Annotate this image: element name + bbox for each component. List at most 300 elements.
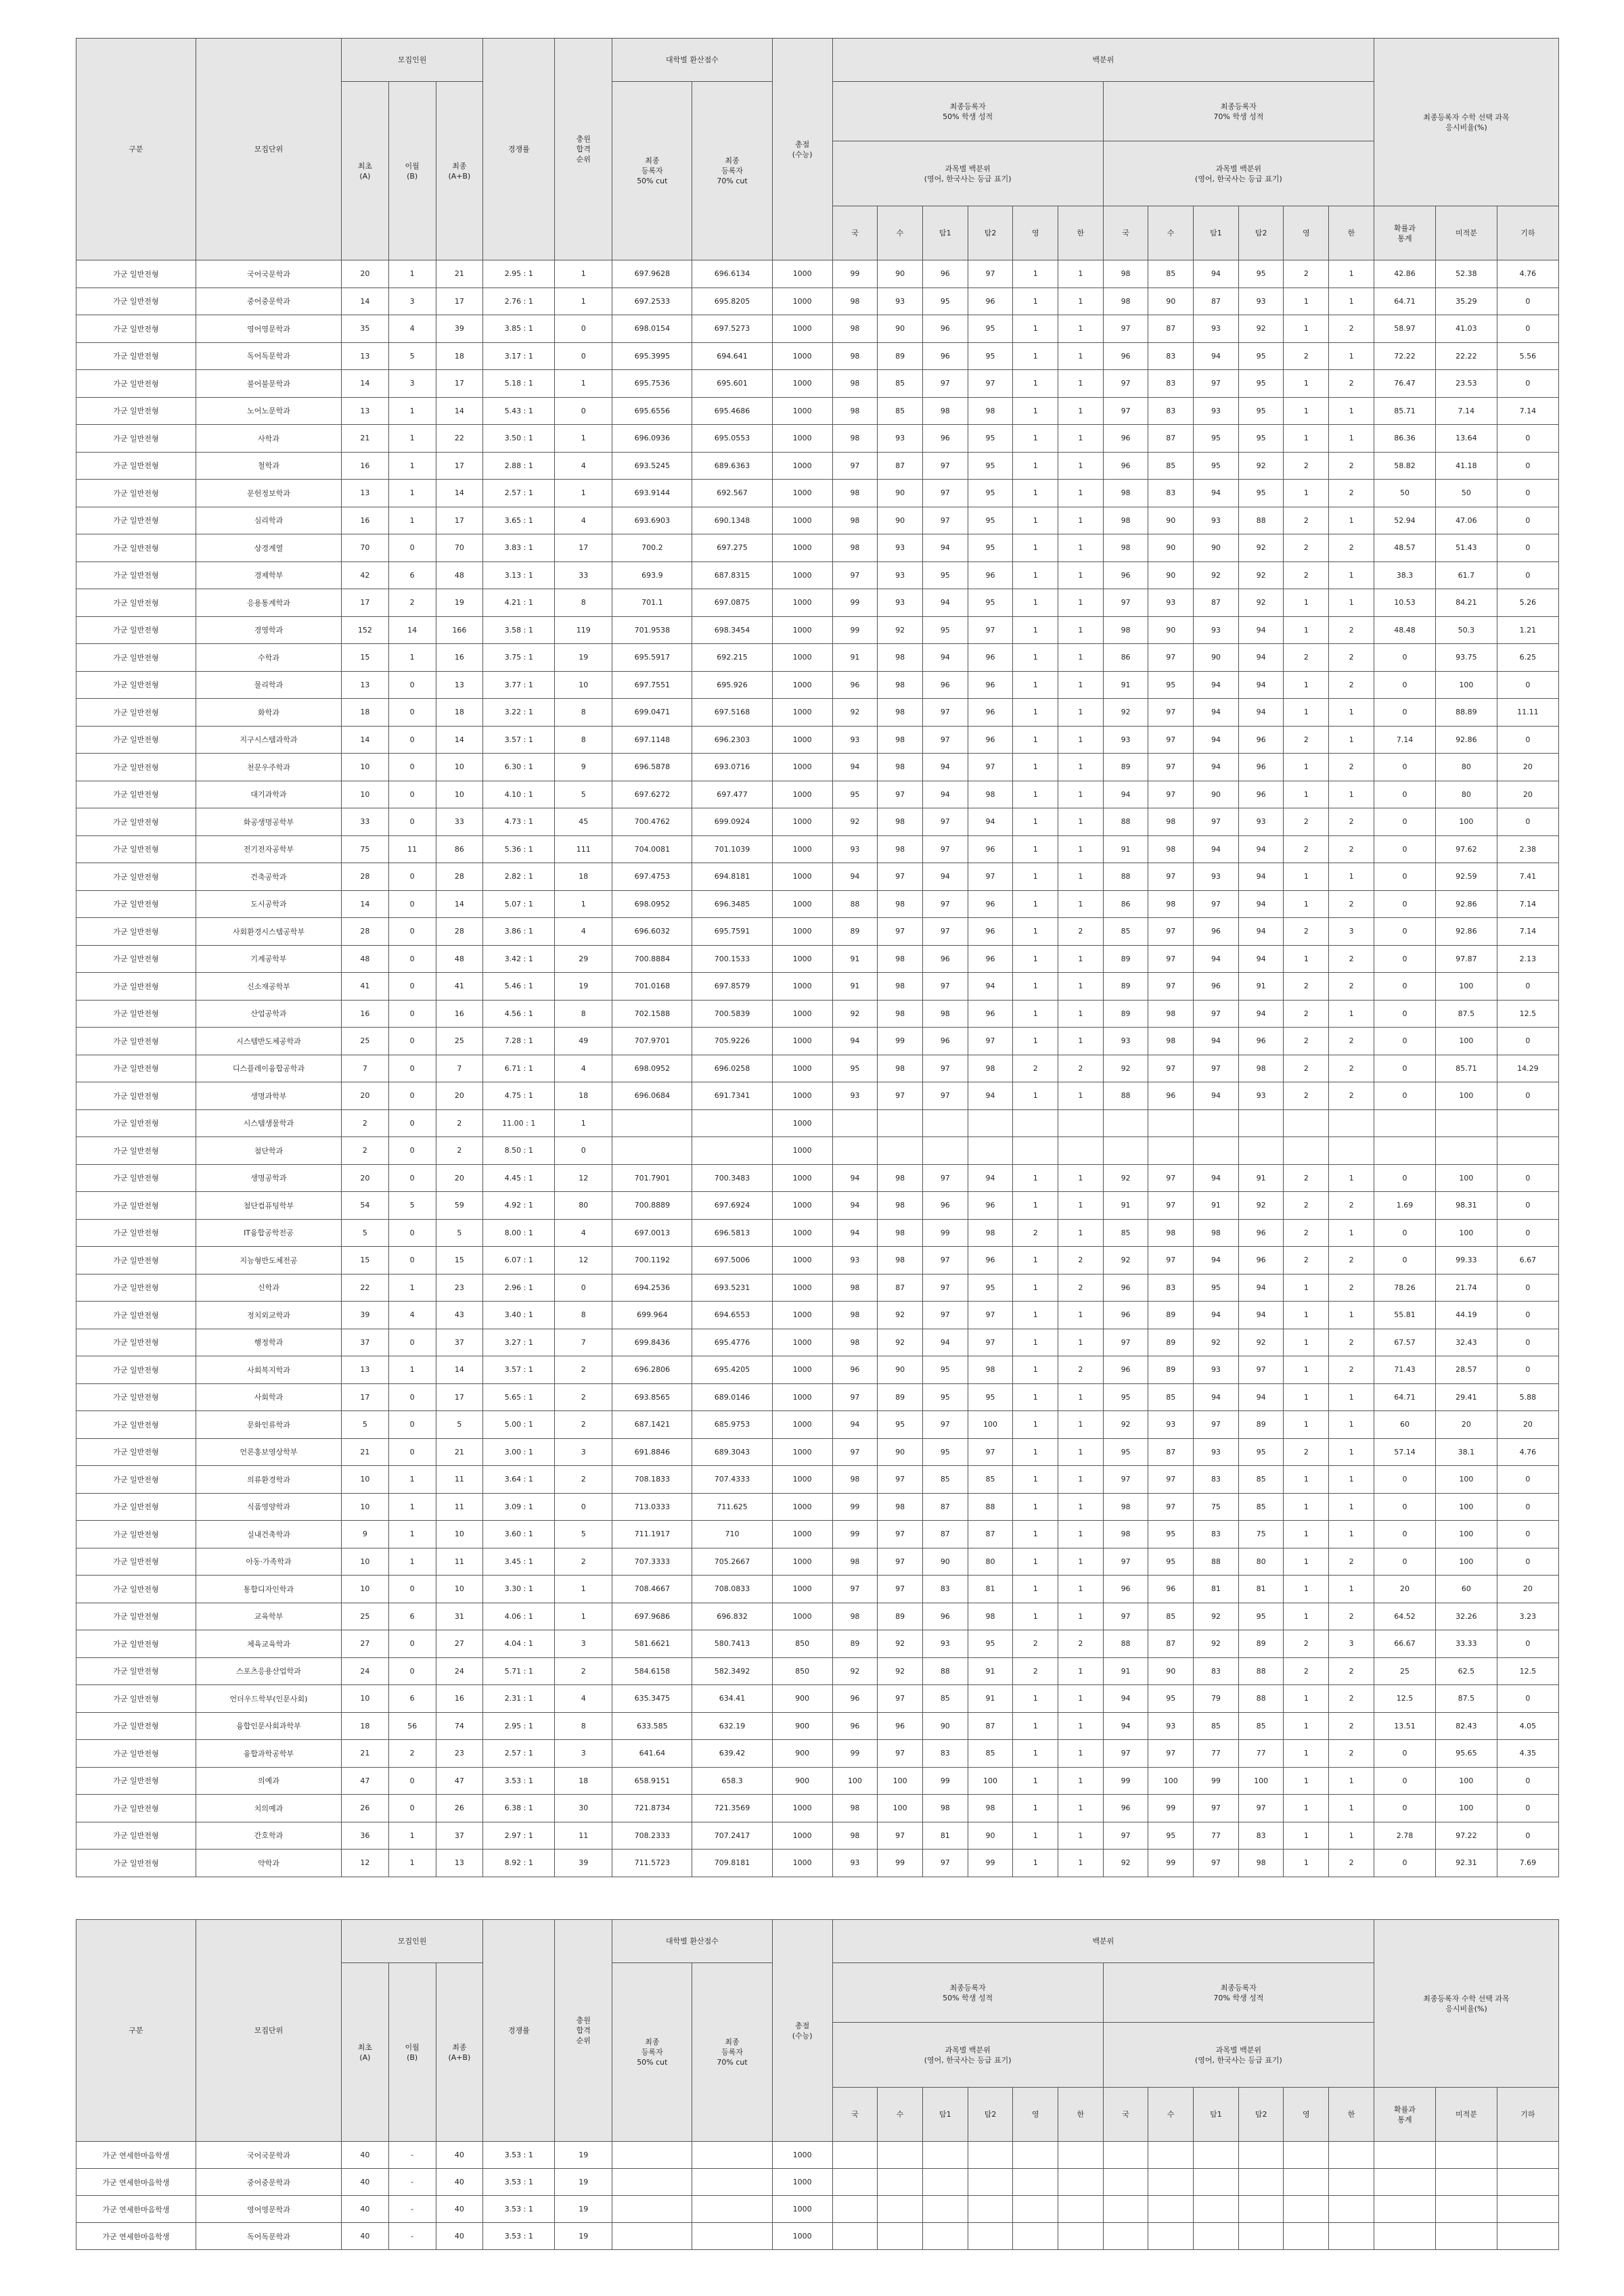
table-cell: 97 (1148, 918, 1194, 946)
table-cell: 1 (1284, 1603, 1329, 1630)
header-waitlist: 충원 합격 순위 (555, 1920, 612, 2142)
table-cell: 13.64 (1435, 425, 1497, 453)
table-cell: 96 (968, 726, 1013, 754)
table-cell: 98 (1103, 260, 1148, 288)
table-row (76, 2196, 1559, 2223)
table-cell: 1 (1284, 781, 1329, 808)
table-cell: 695.0553 (692, 425, 772, 453)
table-row (76, 863, 1559, 891)
table-cell: 25 (342, 1028, 389, 1055)
table-cell: 0 (1374, 863, 1435, 891)
table-cell: 98 (832, 370, 878, 398)
table-cell: 33.33 (1435, 1630, 1497, 1658)
table-cell: 2 (1013, 1630, 1058, 1658)
table-cell: 1 (1329, 507, 1374, 534)
header-group70: 최종등록자 70% 학생 성적 (1103, 82, 1374, 141)
header-math-prob: 확률과 통계 (1374, 2088, 1435, 2142)
header-sub-eng: 영 (1284, 2088, 1329, 2142)
header-sub-hist: 한 (1329, 206, 1374, 260)
table-cell: 1000 (772, 1850, 832, 1877)
table-cell: 6 (388, 561, 436, 589)
table-cell: 94 (1194, 726, 1239, 754)
table-cell: 89 (832, 1630, 878, 1658)
table-cell: 81 (922, 1822, 968, 1850)
header-math-prob: 확률과 통계 (1374, 206, 1435, 260)
table-cell: 가군 일반전형 (76, 288, 196, 315)
table-cell: 695.7591 (692, 918, 772, 946)
table-cell: 695.4686 (692, 397, 772, 425)
table-cell: 0 (1497, 1164, 1558, 1192)
table-cell: 20 (342, 1164, 389, 1192)
table-cell (612, 2142, 692, 2169)
table-cell: 92 (1103, 1164, 1148, 1192)
table-cell: 700.5839 (692, 1000, 772, 1028)
table-cell: 639.42 (692, 1740, 772, 1768)
table-cell: 2 (1284, 1082, 1329, 1110)
table-cell: 14 (342, 890, 389, 918)
header-recruit: 모집인원 (342, 39, 483, 82)
table-cell: 97 (968, 370, 1013, 398)
table-cell: 8 (555, 1000, 612, 1028)
table-row (76, 2142, 1559, 2169)
table-cell: 1 (388, 507, 436, 534)
table-cell: 632.19 (692, 1712, 772, 1740)
table-cell: 0 (1374, 918, 1435, 946)
table-cell: 7.28 : 1 (483, 1028, 555, 1055)
table-cell: 2 (1329, 1657, 1374, 1685)
table-cell: 95 (922, 1438, 968, 1466)
table-cell: 697.5273 (692, 315, 772, 343)
table-cell: 2 (1329, 1356, 1374, 1384)
table-cell: 1 (1284, 1411, 1329, 1439)
table-cell: 92 (1238, 534, 1284, 562)
table-cell: 97 (1148, 863, 1194, 891)
table-cell: 0 (555, 1493, 612, 1521)
table-cell: 93 (922, 1630, 968, 1658)
table-cell: 79 (1194, 1685, 1239, 1713)
table-cell: 0 (388, 1657, 436, 1685)
table-cell: 100 (1148, 1767, 1194, 1795)
table-cell: 97 (968, 863, 1013, 891)
table-cell: 화학과 (196, 699, 341, 727)
table-cell: 90 (1148, 616, 1194, 644)
table-cell: 90 (922, 1712, 968, 1740)
table-cell: 99 (832, 589, 878, 617)
table-cell: 693.0716 (692, 754, 772, 781)
table-cell: 0 (388, 671, 436, 699)
table-cell: 92 (1103, 1055, 1148, 1082)
table-cell: 2.76 : 1 (483, 288, 555, 315)
table-cell: 56 (388, 1712, 436, 1740)
table-cell (612, 2196, 692, 2223)
table-cell: 2 (1329, 945, 1374, 973)
table-cell: 97 (1194, 1795, 1239, 1822)
table-row (76, 644, 1559, 672)
header-subject70: 과목별 백분위 (영어, 한국사는 등급 표기) (1103, 141, 1374, 206)
table-cell: 92 (1238, 315, 1284, 343)
table-cell: 16 (342, 507, 389, 534)
table-cell: 658.9151 (612, 1767, 692, 1795)
table-cell: 98.31 (1435, 1192, 1497, 1220)
table-cell: 62.5 (1435, 1657, 1497, 1685)
table-cell: 98 (968, 397, 1013, 425)
table-cell: 1000 (772, 2196, 832, 2223)
table-cell: 701.1 (612, 589, 692, 617)
table-cell: 87 (1194, 288, 1239, 315)
table-cell: 88 (968, 1493, 1013, 1521)
table-cell: 2 (1284, 1438, 1329, 1466)
table-cell (1148, 2169, 1194, 2196)
table-cell: 695.4776 (692, 1329, 772, 1356)
table-cell: 1 (1284, 1302, 1329, 1329)
table-cell: 30 (555, 1795, 612, 1822)
table-cell: 96 (832, 671, 878, 699)
table-cell (1374, 2142, 1435, 2169)
table-cell: 8 (555, 1302, 612, 1329)
table-header (76, 39, 1559, 260)
table-cell: 96 (922, 1192, 968, 1220)
table-cell: 92 (1238, 561, 1284, 589)
table-cell: 97 (922, 1274, 968, 1302)
table-cell: 697.1148 (612, 726, 692, 754)
table-cell: 8 (555, 699, 612, 727)
table-cell: 가군 일반전형 (76, 452, 196, 480)
table-cell: 96 (1238, 1028, 1284, 1055)
table-cell: 2.57 : 1 (483, 480, 555, 507)
table-cell: 11.00 : 1 (483, 1109, 555, 1137)
table-cell: 97 (922, 699, 968, 727)
table-cell: 1 (1329, 561, 1374, 589)
table-cell: 705.9226 (692, 1028, 772, 1055)
table-cell: 1 (1329, 342, 1374, 370)
header-sub-inq2: 탐2 (1238, 2088, 1284, 2142)
table-cell: 가군 일반전형 (76, 1603, 196, 1630)
table-cell: 1 (1058, 288, 1104, 315)
table-cell: 98 (1148, 1000, 1194, 1028)
table-cell: 1 (1284, 699, 1329, 727)
table-cell: 92 (1194, 561, 1239, 589)
table-cell: 1 (1013, 1192, 1058, 1220)
table-cell: 4 (555, 1055, 612, 1082)
table-cell: 1 (1013, 726, 1058, 754)
table-cell: 97 (1148, 945, 1194, 973)
table-cell: 697.0013 (612, 1219, 692, 1247)
table-cell: 694.641 (692, 342, 772, 370)
table-row (76, 1082, 1559, 1110)
header-sub-math: 수 (878, 2088, 923, 2142)
table-cell: 18 (555, 1082, 612, 1110)
table-cell: 98 (832, 315, 878, 343)
table-cell: 19 (555, 2169, 612, 2196)
table-cell (1238, 2223, 1284, 2250)
table-cell: 693.9144 (612, 480, 692, 507)
table-cell: 98 (832, 288, 878, 315)
table-cell: 37 (436, 1822, 483, 1850)
table-cell: 1 (1013, 288, 1058, 315)
table-cell: 2 (1329, 315, 1374, 343)
table-cell: 12.5 (1374, 1685, 1435, 1713)
table-cell: 1 (1058, 835, 1104, 863)
table-cell: 14 (436, 726, 483, 754)
table-cell: 702.1588 (612, 1000, 692, 1028)
table-cell: 85 (1194, 1712, 1239, 1740)
table-cell: 1 (1284, 1576, 1329, 1603)
table-cell: 697.8579 (692, 973, 772, 1001)
table-cell: 95 (1148, 1685, 1194, 1713)
table-cell: 24 (436, 1657, 483, 1685)
table-cell: 0 (1374, 890, 1435, 918)
table-cell: 41 (342, 973, 389, 1001)
table-cell: 97 (968, 1028, 1013, 1055)
table-cell: 47 (342, 1767, 389, 1795)
table-cell: 1 (1284, 288, 1329, 315)
table-cell: 1 (1013, 425, 1058, 453)
table-cell: 2 (1329, 754, 1374, 781)
table-cell: 정치외교학과 (196, 1302, 341, 1329)
table-cell: 80 (968, 1548, 1013, 1576)
table-cell (1329, 2142, 1374, 2169)
table-cell: 86 (1103, 890, 1148, 918)
table-cell: 95 (1148, 671, 1194, 699)
table-row (76, 973, 1559, 1001)
table-cell: 97 (1148, 1466, 1194, 1494)
table-cell: 111 (555, 835, 612, 863)
table-cell: 0 (1374, 945, 1435, 973)
table-cell: 의예과 (196, 1767, 341, 1795)
table-cell: 5 (555, 1521, 612, 1548)
table-cell: 1 (1058, 315, 1104, 343)
table-cell: 695.601 (692, 370, 772, 398)
table-cell: 94 (1238, 1302, 1284, 1329)
table-cell: 88.89 (1435, 699, 1497, 727)
table-cell: 97 (878, 1082, 923, 1110)
table-cell: 27 (342, 1630, 389, 1658)
table-cell: 99 (1148, 1795, 1194, 1822)
table-cell: 1 (1284, 890, 1329, 918)
table-cell: 1000 (772, 699, 832, 727)
table-cell: 0 (1374, 1493, 1435, 1521)
table-cell: 95 (968, 589, 1013, 617)
table-cell: 0 (1374, 973, 1435, 1001)
table-cell: 31 (436, 1603, 483, 1630)
table-cell: 2 (1058, 1274, 1104, 1302)
table-cell: 10 (555, 671, 612, 699)
table-cell: 92 (1194, 1603, 1239, 1630)
table-cell: 1 (1013, 480, 1058, 507)
table-cell: 21 (436, 260, 483, 288)
table-cell: 20 (342, 260, 389, 288)
table-cell: 1 (1058, 808, 1104, 836)
table-cell: 97 (878, 863, 923, 891)
table-cell: 91 (968, 1657, 1013, 1685)
table-cell: 44.19 (1435, 1302, 1497, 1329)
table-cell (692, 2196, 772, 2223)
table-cell: 11 (436, 1493, 483, 1521)
table-cell: 96 (922, 671, 968, 699)
table-cell (612, 1137, 692, 1165)
table-cell: 1 (1058, 1685, 1104, 1713)
table-cell: 16 (342, 452, 389, 480)
table-cell: 96 (1148, 1082, 1194, 1110)
table-cell: 1 (1058, 452, 1104, 480)
table-cell (1103, 1137, 1148, 1165)
table-cell: 5 (436, 1219, 483, 1247)
table-cell: 3.45 : 1 (483, 1548, 555, 1576)
header-quota-b: 이월 (B) (388, 82, 436, 260)
table-cell: 가군 일반전형 (76, 808, 196, 836)
table-cell: 가군 일반전형 (76, 1548, 196, 1576)
table-cell: 8 (555, 726, 612, 754)
table-row (76, 754, 1559, 781)
table-cell: 1000 (772, 945, 832, 973)
table-cell: 가군 일반전형 (76, 890, 196, 918)
table-cell: 94 (1194, 671, 1239, 699)
table-cell: 96 (968, 1247, 1013, 1275)
table-cell: 695.6556 (612, 397, 692, 425)
table-cell: 97 (1103, 1329, 1148, 1356)
table-cell: 97 (968, 754, 1013, 781)
table-cell: 1 (555, 425, 612, 453)
table-cell: 2.95 : 1 (483, 260, 555, 288)
table-cell: 94 (968, 1082, 1013, 1110)
table-cell: 1000 (772, 370, 832, 398)
table-cell: 50.3 (1435, 616, 1497, 644)
table-cell: 88 (922, 1657, 968, 1685)
table-row (76, 1302, 1559, 1329)
table-cell: 88 (1238, 1685, 1284, 1713)
table-cell: 1000 (772, 1411, 832, 1439)
table-cell: 48.48 (1374, 616, 1435, 644)
table-cell: 98 (1194, 1219, 1239, 1247)
table-cell: 98 (1148, 808, 1194, 836)
table-cell: 95 (968, 534, 1013, 562)
table-cell: 94 (1238, 918, 1284, 946)
table-cell: 81 (1238, 1576, 1284, 1603)
header-quota-total: 최종 (A+B) (436, 1963, 483, 2142)
table-cell: 13 (342, 671, 389, 699)
table-cell: 85 (968, 1740, 1013, 1768)
table-cell: 694.8181 (692, 863, 772, 891)
table-cell: 0 (1374, 1466, 1435, 1494)
table-cell: 584.6158 (612, 1657, 692, 1685)
table-cell: 의류환경학과 (196, 1466, 341, 1494)
table-cell: 695.4205 (692, 1356, 772, 1384)
table-cell: 2.13 (1497, 945, 1558, 973)
table-cell: 2 (1329, 370, 1374, 398)
table-cell: 97 (1148, 1055, 1194, 1082)
table-cell: 4.76 (1497, 1438, 1558, 1466)
table-cell: 91 (832, 644, 878, 672)
table-cell: 가군 일반전형 (76, 1329, 196, 1356)
table-cell: 5.07 : 1 (483, 890, 555, 918)
table-cell: 1.69 (1374, 1192, 1435, 1220)
table-cell: 14 (436, 1356, 483, 1384)
table-cell: 생명과학부 (196, 1082, 341, 1110)
table-cell: 도시공학과 (196, 890, 341, 918)
table-cell: 융합과학공학부 (196, 1740, 341, 1768)
table-cell: 57.14 (1374, 1438, 1435, 1466)
table-cell: 93 (878, 425, 923, 453)
table-cell: 0 (1497, 1082, 1558, 1110)
table-cell: 94 (1238, 863, 1284, 891)
table-cell: 97 (922, 480, 968, 507)
table-cell: 0 (1497, 1822, 1558, 1850)
table-cell: 29.41 (1435, 1383, 1497, 1411)
table-cell: 96 (968, 890, 1013, 918)
table-cell: 0 (1374, 1767, 1435, 1795)
table-cell: 1 (1013, 260, 1058, 288)
table-row (76, 1767, 1559, 1795)
table-cell: 94 (922, 644, 968, 672)
table-cell: 90 (878, 1356, 923, 1384)
table-cell: 87 (1194, 589, 1239, 617)
table-cell: 695.5917 (612, 644, 692, 672)
table-cell (1194, 1137, 1239, 1165)
table-cell: 89 (1103, 754, 1148, 781)
table-cell: 92 (1238, 452, 1284, 480)
table-cell: 708.2333 (612, 1822, 692, 1850)
table-cell: 1000 (772, 2142, 832, 2169)
table-cell: 85.71 (1374, 397, 1435, 425)
table-cell: 가군 일반전형 (76, 1109, 196, 1137)
table-cell: 0 (1374, 781, 1435, 808)
table-cell: 2 (1329, 1192, 1374, 1220)
table-cell: 1 (1284, 397, 1329, 425)
table-cell (1148, 2196, 1194, 2223)
table-cell: 1 (1058, 726, 1104, 754)
table-cell: 97 (1148, 1247, 1194, 1275)
table-cell: 100 (878, 1795, 923, 1822)
table-cell: 1 (1013, 918, 1058, 946)
table-cell: 96 (1148, 1576, 1194, 1603)
table-cell: 97 (1194, 808, 1239, 836)
table-cell: 77 (1238, 1740, 1284, 1768)
table-cell: 0 (1374, 835, 1435, 863)
table-cell: 15 (342, 1247, 389, 1275)
table-cell: 29 (555, 945, 612, 973)
table-cell (1238, 2169, 1284, 2196)
table-cell: 98 (1148, 1219, 1194, 1247)
table-cell: 97 (1103, 315, 1148, 343)
table-cell: 691.8846 (612, 1438, 692, 1466)
table-cell: 2.31 : 1 (483, 1685, 555, 1713)
table-cell: 4.04 : 1 (483, 1630, 555, 1658)
header-sub-inq2: 탐2 (1238, 206, 1284, 260)
table-cell: 85 (1238, 1712, 1284, 1740)
table-cell: 98 (878, 1247, 923, 1275)
table-cell: 1 (1058, 342, 1104, 370)
table-cell: 94 (922, 754, 968, 781)
table-cell: 0 (1497, 1521, 1558, 1548)
table-cell: 22 (342, 1274, 389, 1302)
header-quota-total: 최종 (A+B) (436, 82, 483, 260)
table-cell: 2 (436, 1137, 483, 1165)
table-cell: 95 (1103, 1438, 1148, 1466)
table-cell (1103, 2196, 1148, 2223)
table-cell: 6.38 : 1 (483, 1795, 555, 1822)
header-quota-a: 최초 (A) (342, 82, 389, 260)
table-cell: 67.57 (1374, 1329, 1435, 1356)
table-cell: 1 (1058, 1466, 1104, 1494)
table-cell: 3.58 : 1 (483, 616, 555, 644)
table-cell: 1 (388, 425, 436, 453)
table-cell: 94 (1194, 1247, 1239, 1275)
table-cell: 581.6621 (612, 1630, 692, 1658)
table-cell: 97 (968, 1438, 1013, 1466)
table-cell: 13 (342, 1356, 389, 1384)
table-cell: 1 (1013, 890, 1058, 918)
table-cell: 97.87 (1435, 945, 1497, 973)
